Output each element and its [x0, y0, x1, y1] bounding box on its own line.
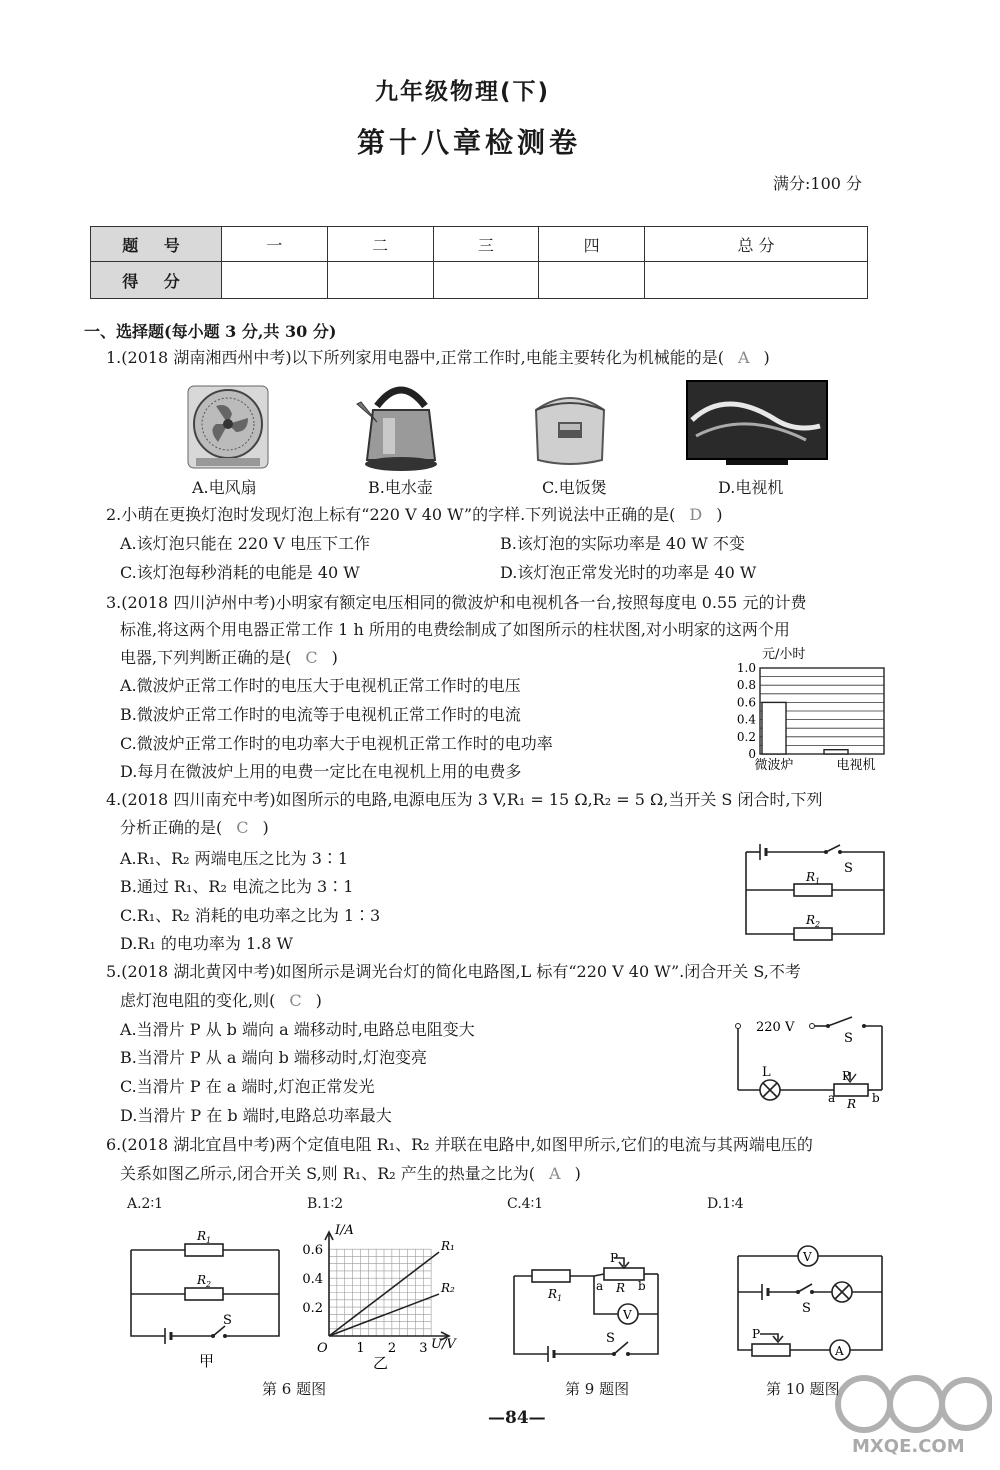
chart-y-tick-label: 0	[748, 747, 756, 761]
graph-x-tick-label: 3	[419, 1341, 428, 1356]
q3-line1: 3.(2018 四川泸州中考)小明家有额定电压相同的微波炉和电视机各一台,按照每度电 0.55 元的计费	[106, 593, 807, 612]
q6-option-a: A.2∶1	[127, 1196, 164, 1212]
fig9-circuit	[508, 1250, 668, 1366]
score-table-cell: 二	[327, 227, 433, 262]
chart-y-tick-label: 0.8	[736, 678, 756, 693]
chart-y-tick-label: 0.2	[736, 729, 756, 744]
q3-option-a: A.微波炉正常工作时的电压大于电视机正常工作时的电压	[120, 676, 521, 695]
q6-option-b: B.1∶2	[307, 1196, 344, 1212]
score-table	[90, 226, 868, 299]
watermark-logo	[812, 1374, 992, 1460]
fig6-jia-circuit	[125, 1226, 285, 1376]
chart-y-tick-label: 0.6	[736, 695, 756, 710]
q3-option-d: D.每月在微波炉上用的电费一定比在电视机上用的电费多	[120, 762, 522, 781]
graph-series-label: R₂	[441, 1281, 455, 1296]
score-table-score-row	[91, 262, 868, 299]
switch-label: S	[223, 1313, 232, 1328]
graph-y-tick-label: 0.4	[302, 1272, 323, 1288]
q3-bar-chart	[728, 642, 898, 774]
page-number: —84—	[488, 1408, 546, 1428]
score-table-cell: 四	[539, 227, 645, 262]
q4-line2	[120, 818, 269, 838]
graph-y-tick-label: 0.2	[302, 1301, 323, 1317]
score-table-cell: 一	[222, 227, 328, 262]
q3-line3-text: 电器,下列判断正确的是(	[120, 648, 292, 667]
q3-close: )	[331, 648, 338, 667]
q2-answer: D	[689, 505, 703, 524]
q4-answer: C	[236, 818, 249, 837]
q4-option-b: B.通过 R₁、R₂ 电流之比为 3∶1	[120, 877, 354, 896]
q5-line2-text: 虑灯泡电阻的变化,则(	[120, 991, 276, 1010]
q6-line2	[120, 1164, 581, 1184]
terminal-a-label: a	[828, 1091, 836, 1105]
r1-letter: R	[197, 1229, 207, 1243]
u-axis-label: U/V	[431, 1337, 456, 1352]
score-table-cell: 得 分	[91, 262, 222, 299]
graph-series-label: R₁	[441, 1239, 455, 1254]
switch-label: S	[844, 861, 853, 876]
q3-option-b: B.微波炉正常工作时的电流等于电视机正常工作时的电流	[120, 705, 521, 724]
chart-y-tick-label: 1.0	[736, 661, 756, 675]
score-input-cell[interactable]	[645, 262, 868, 299]
q4-option-a: A.R₁、R₂ 两端电压之比为 3∶1	[120, 849, 349, 868]
q5-line1: 5.(2018 湖北黄冈中考)如图所示是调光台灯的简化电路图,L 标有“220 V 40 W”.闭合开关 S,不考	[106, 962, 801, 981]
chart-x-tick-label: 微波炉	[754, 758, 794, 773]
q1-option-d: D.电视机	[718, 478, 784, 497]
score-table-cell: 题 号	[91, 227, 222, 262]
subject-title: 九年级物理(下)	[375, 79, 551, 105]
q1-option-a: A.电风扇	[192, 478, 257, 497]
r1-letter: R	[806, 870, 816, 884]
fig10-circuit	[732, 1240, 892, 1368]
q3-option-c: C.微波炉正常工作时的电功率大于电视机正常工作时的电功率	[120, 734, 553, 753]
q5-close: )	[315, 991, 322, 1010]
score-input-cell[interactable]	[222, 262, 328, 299]
q6-option-c: C.4∶1	[507, 1196, 544, 1212]
rice-cooker-image	[530, 382, 610, 468]
kettle-image	[355, 378, 447, 474]
q4-close: )	[262, 818, 269, 837]
graph-x-tick-label: 1	[356, 1341, 365, 1356]
tv-image	[686, 380, 828, 468]
chart-bar	[762, 702, 786, 754]
chart-x-tick-label: 电视机	[836, 758, 876, 773]
q3-line3	[120, 648, 338, 668]
voltmeter-label: V	[803, 1250, 812, 1264]
lamp-label: L	[762, 1065, 771, 1080]
fig9-caption: 第 9 题图	[565, 1380, 630, 1398]
q5-option-b: B.当滑片 P 从 a 端向 b 端移动时,灯泡变亮	[120, 1048, 427, 1067]
terminal-b-label: b	[872, 1091, 880, 1105]
score-input-cell[interactable]	[327, 262, 433, 299]
score-table-cell: 总 分	[645, 227, 868, 262]
q2-stem	[106, 505, 723, 525]
slider-label: P	[752, 1327, 761, 1341]
q5-option-a: A.当滑片 P 从 b 端向 a 端移动时,电路总电阻变大	[120, 1020, 475, 1039]
voltage-220-label: 220 V	[756, 1020, 795, 1035]
q6-line1: 6.(2018 湖北宜昌中考)两个定值电阻 R₁、R₂ 并联在电路中,如图甲所示,它们的电流与其两端电压的	[106, 1135, 813, 1154]
q5-answer: C	[289, 991, 302, 1010]
q4-line2-text: 分析正确的是(	[120, 818, 223, 837]
q2-option-b: B.该灯泡的实际功率是 40 W 不变	[500, 534, 745, 553]
rheostat-label: R	[616, 1281, 626, 1295]
q2-option-c: C.该灯泡每秒消耗的电能是 40 W	[120, 563, 360, 582]
graph-y-tick-label: 0.6	[302, 1243, 323, 1259]
q6-line2-text: 关系如图乙所示,闭合开关 S,则 R₁、R₂ 产生的热量之比为(	[120, 1164, 535, 1183]
score-input-cell[interactable]	[433, 262, 539, 299]
i-axis-label: I/A	[335, 1223, 354, 1238]
switch-label: S	[606, 1331, 615, 1346]
q2-option-a: A.该灯泡只能在 220 V 电压下工作	[120, 534, 370, 553]
q1-option-b: B.电水壶	[368, 478, 433, 497]
watermark-text: MXQE.COM	[852, 1436, 965, 1457]
ammeter-label: A	[835, 1344, 844, 1358]
q5-option-d: D.当滑片 P 在 b 端时,电路总功率最大	[120, 1106, 392, 1125]
q2-stem-text: 2.小萌在更换灯泡时发现灯泡上标有“220 V 40 W”的字样.下列说法中正确的是(	[106, 505, 676, 524]
rheostat-label: R	[847, 1097, 857, 1110]
r2-label: $R_2$	[806, 913, 821, 929]
r1-letter: R	[548, 1287, 558, 1301]
graph-x-tick-label: O	[317, 1341, 328, 1356]
q6-option-d: D.1∶4	[707, 1196, 744, 1212]
q6-close: )	[574, 1164, 581, 1183]
fan-image	[186, 384, 270, 470]
q4-line1: 4.(2018 四川南充中考)如图所示的电路,电源电压为 3 V,R₁ = 15 Ω,R₂ = 5 Ω,当开关 S 闭合时,下列	[106, 790, 823, 809]
q2-option-d: D.该灯泡正常发光时的功率是 40 W	[500, 563, 757, 582]
score-input-cell[interactable]	[539, 262, 645, 299]
fig6-yi-graph	[295, 1218, 467, 1376]
slider-label: P	[842, 1069, 851, 1083]
score-table-cell: 三	[433, 227, 539, 262]
page-title: 第十八章检测卷	[357, 126, 582, 159]
r2-letter: R	[197, 1273, 207, 1287]
r2-letter: R	[806, 913, 816, 927]
r1-label: $R_1$	[548, 1287, 563, 1303]
q6-answer: A	[549, 1164, 561, 1183]
section-heading: 一、选择题(每小题 3 分,共 30 分)	[84, 322, 337, 341]
voltmeter-label: V	[623, 1308, 632, 1322]
q4-circuit-diagram	[740, 844, 890, 944]
chart-ylabel: 元/小时	[762, 647, 806, 662]
q4-option-d: D.R₁ 的电功率为 1.8 W	[120, 934, 293, 953]
q1-stem-text: 1.(2018 湖南湘西州中考)以下所列家用电器中,正常工作时,电能主要转化为机械能的是(	[106, 348, 724, 367]
r2-label: $R_2$	[197, 1273, 212, 1289]
q3-answer: C	[305, 648, 318, 667]
switch-label: S	[802, 1301, 811, 1316]
q1-close: )	[763, 348, 770, 367]
terminal-b-label: b	[638, 1279, 646, 1293]
r1-label: $R_1$	[197, 1229, 212, 1245]
r1-label: $R_1$	[806, 870, 821, 886]
switch-label: S	[844, 1031, 853, 1046]
q2-close: )	[716, 505, 723, 524]
fig6-jia-label: 甲	[199, 1352, 215, 1370]
slider-label: P	[610, 1251, 619, 1265]
q4-option-c: C.R₁、R₂ 消耗的电功率之比为 1∶3	[120, 906, 381, 925]
q5-option-c: C.当滑片 P 在 a 端时,灯泡正常发光	[120, 1077, 375, 1096]
q1-option-c: C.电饭煲	[542, 478, 607, 497]
fig6-yi-label: 乙	[373, 1354, 389, 1372]
chart-y-tick-label: 0.4	[736, 712, 756, 727]
q1-answer: A	[737, 348, 750, 367]
terminal-a-label: a	[596, 1279, 604, 1293]
q5-circuit-diagram	[732, 1014, 892, 1110]
fig10-caption: 第 10 题图	[766, 1380, 840, 1398]
fig6-caption: 第 6 题图	[262, 1380, 327, 1398]
chart-bar	[824, 750, 848, 754]
graph-x-tick-label: 2	[387, 1341, 397, 1356]
q1-stem	[106, 348, 770, 368]
q5-line2	[120, 991, 322, 1011]
q3-line2: 标准,将这两个用电器正常工作 1 h 所用的电费绘制成了如图所示的柱状图,对小明家的这两个用	[120, 620, 790, 639]
full-score: 满分:100 分	[773, 174, 863, 193]
score-table-header-row	[91, 227, 868, 262]
